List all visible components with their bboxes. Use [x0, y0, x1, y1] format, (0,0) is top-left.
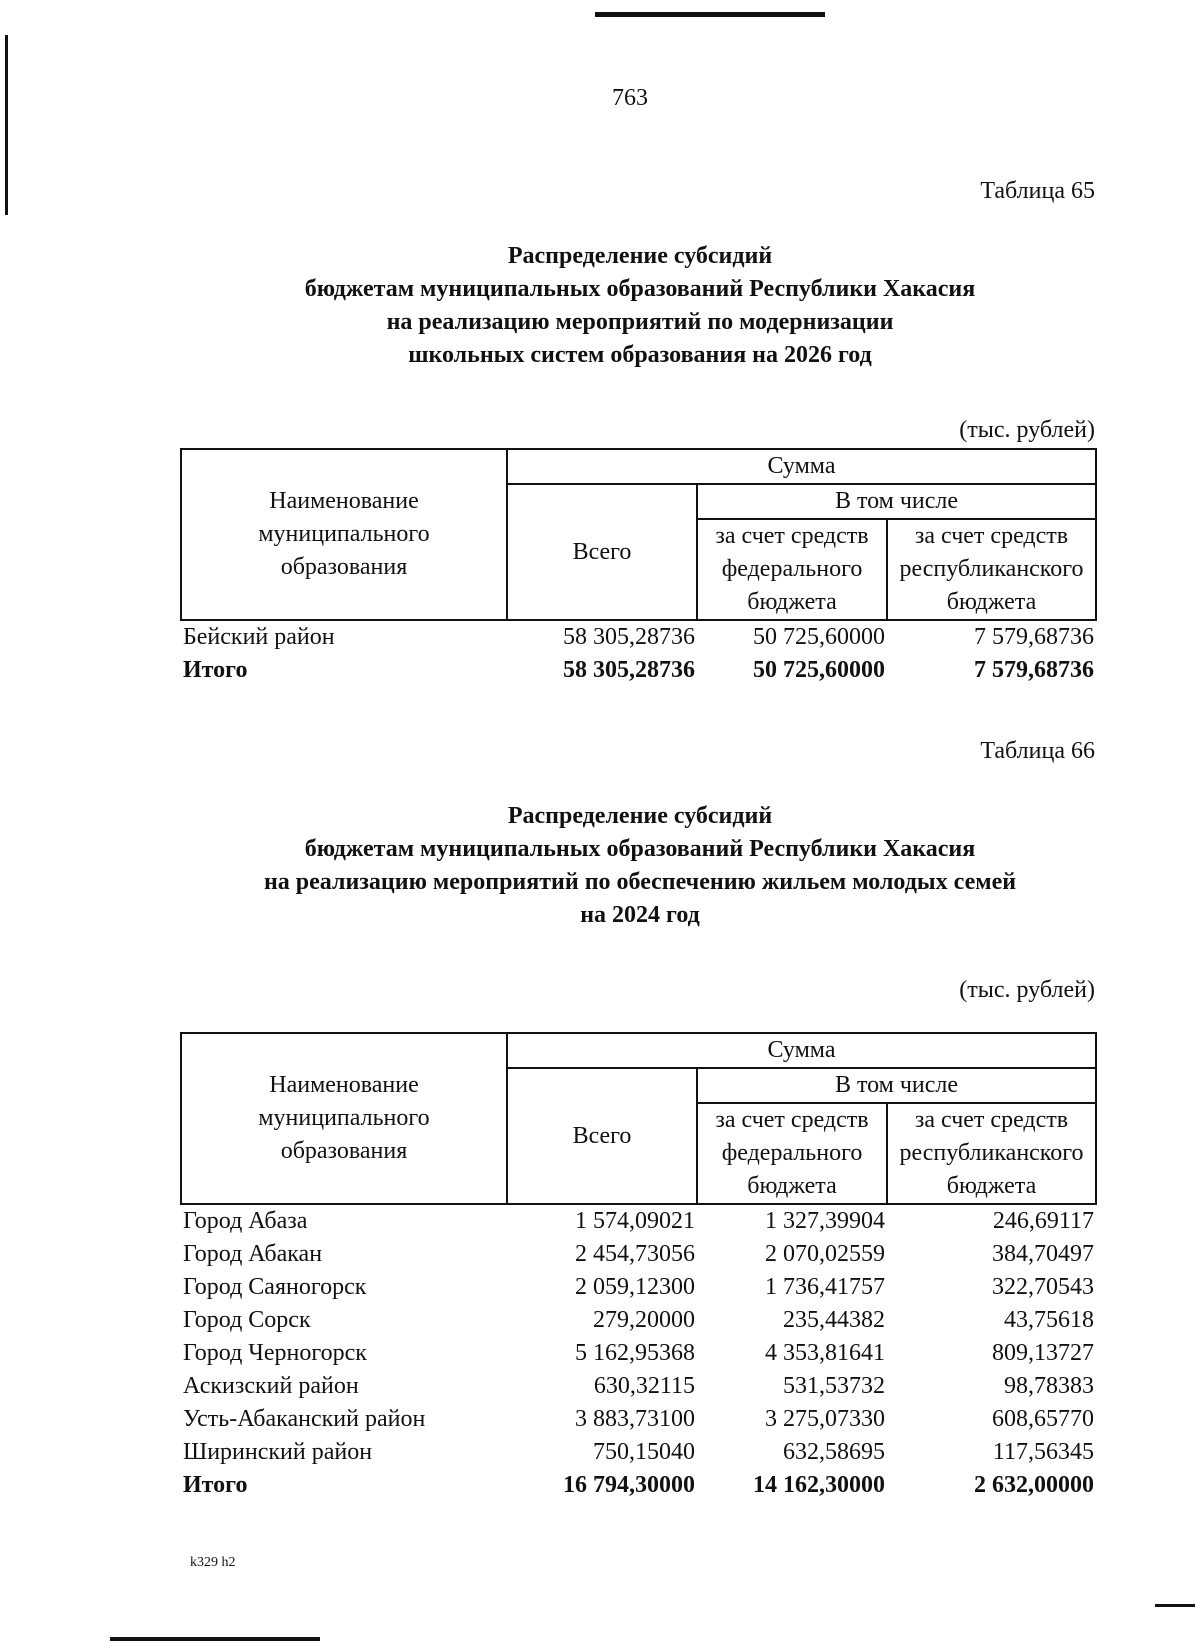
scan-mark-bottom — [110, 1637, 320, 1641]
table-row — [181, 1436, 1096, 1469]
header-federal: за счет средств федерального бюджета — [697, 1103, 887, 1204]
cell-federal: 50 725,60000 — [753, 657, 885, 683]
cell-total: 1 574,09021 — [575, 1208, 695, 1234]
cell-federal: 50 725,60000 — [753, 624, 885, 650]
cell-republican: 117,56345 — [992, 1439, 1094, 1465]
header-total: Всего — [507, 1068, 697, 1204]
table-row — [181, 1370, 1096, 1403]
cell-republican: 98,78383 — [1004, 1373, 1094, 1399]
header-federal: за счет средств федерального бюджета — [697, 519, 887, 620]
table-65-unit: (тыс. рублей) — [959, 417, 1095, 443]
scan-mark-right — [1155, 1604, 1195, 1607]
cell-republican: 384,70497 — [992, 1241, 1094, 1267]
cell-republican: 322,70543 — [992, 1274, 1094, 1300]
cell-name: Итого — [183, 657, 248, 683]
cell-name: Город Абакан — [183, 1241, 323, 1267]
cell-total: 279,20000 — [593, 1307, 695, 1333]
title-line: на реализацию мероприятий по обеспечению жильем молодых семей — [263, 869, 1017, 895]
cell-name: Город Саяногорск — [183, 1274, 367, 1300]
title-line: на 2024 год — [580, 902, 700, 928]
cell-federal: 531,53732 — [783, 1373, 885, 1399]
page-number: 763 — [612, 85, 648, 111]
header-sum: Сумма — [507, 1033, 1096, 1068]
table-row — [181, 620, 1096, 654]
header-including: В том числе — [697, 1068, 1096, 1103]
cell-total: 2 454,73056 — [575, 1241, 695, 1267]
title-line: школьных систем образования на 2026 год — [408, 342, 872, 368]
header-republican: за счет средств республиканского бюджета — [887, 519, 1096, 620]
cell-republican: 246,69117 — [992, 1208, 1094, 1234]
title-line: бюджетам муниципальных образований Республики Хакасия — [304, 836, 976, 862]
table-row — [181, 1337, 1096, 1370]
total-row — [181, 1469, 1096, 1502]
table-row — [181, 1403, 1096, 1436]
cell-federal: 1 327,39904 — [765, 1208, 885, 1234]
table-row — [181, 1271, 1096, 1304]
cell-federal: 235,44382 — [783, 1307, 885, 1333]
table-row — [181, 1204, 1096, 1238]
cell-total: 58 305,28736 — [563, 624, 695, 650]
cell-republican: 608,65770 — [992, 1406, 1094, 1432]
table-row — [181, 1304, 1096, 1337]
cell-republican: 7 579,68736 — [974, 624, 1094, 650]
title-line: на реализацию мероприятий по модернизации — [386, 309, 894, 335]
title-line: бюджетам муниципальных образований Республики Хакасия — [304, 276, 976, 302]
cell-name: Аскизский район — [183, 1373, 359, 1399]
cell-republican: 43,75618 — [1004, 1307, 1094, 1333]
cell-name: Бейский район — [183, 624, 335, 650]
cell-federal: 2 070,02559 — [765, 1241, 885, 1267]
cell-federal: 14 162,30000 — [753, 1472, 885, 1498]
cell-name: Город Сорск — [183, 1307, 311, 1333]
table-66 — [180, 1032, 1097, 1502]
table-row — [181, 1238, 1096, 1271]
table-65-label: Таблица 65 — [980, 178, 1095, 204]
cell-total: 3 883,73100 — [575, 1406, 695, 1432]
scan-mark-left — [5, 35, 8, 215]
scan-mark-top — [595, 12, 825, 17]
cell-total: 5 162,95368 — [575, 1340, 695, 1366]
title-line: Распределение субсидий — [507, 243, 773, 269]
footer-code: k329 h2 — [190, 1555, 236, 1570]
table-66-title — [150, 800, 1130, 932]
cell-total: 750,15040 — [593, 1439, 695, 1465]
cell-republican: 809,13727 — [992, 1340, 1094, 1366]
cell-total: 2 059,12300 — [575, 1274, 695, 1300]
cell-total: 630,32115 — [593, 1373, 695, 1399]
header-including: В том числе — [697, 484, 1096, 519]
header-name: Наименование муниципального образования — [181, 1033, 507, 1204]
header-sum: Сумма — [507, 449, 1096, 484]
title-line: Распределение субсидий — [507, 803, 773, 829]
header-total: Всего — [507, 484, 697, 620]
cell-name: Город Абаза — [183, 1208, 308, 1234]
cell-name: Итого — [183, 1472, 248, 1498]
table-66-label: Таблица 66 — [980, 738, 1095, 764]
cell-federal: 3 275,07330 — [765, 1406, 885, 1432]
cell-federal: 4 353,81641 — [765, 1340, 885, 1366]
cell-name: Ширинский район — [183, 1439, 373, 1465]
cell-name: Город Черногорск — [183, 1340, 367, 1366]
cell-name: Усть-Абаканский район — [183, 1406, 426, 1432]
table-66-unit: (тыс. рублей) — [959, 977, 1095, 1003]
cell-federal: 1 736,41757 — [765, 1274, 885, 1300]
header-name: Наименование муниципального образования — [181, 449, 507, 620]
cell-republican: 2 632,00000 — [974, 1472, 1094, 1498]
header-republican: за счет средств республиканского бюджета — [887, 1103, 1096, 1204]
cell-republican: 7 579,68736 — [974, 657, 1094, 683]
table-65-title — [150, 240, 1130, 372]
total-row — [181, 654, 1096, 687]
cell-federal: 632,58695 — [783, 1439, 885, 1465]
cell-total: 16 794,30000 — [563, 1472, 695, 1498]
table-65 — [180, 448, 1097, 687]
cell-total: 58 305,28736 — [563, 657, 695, 683]
